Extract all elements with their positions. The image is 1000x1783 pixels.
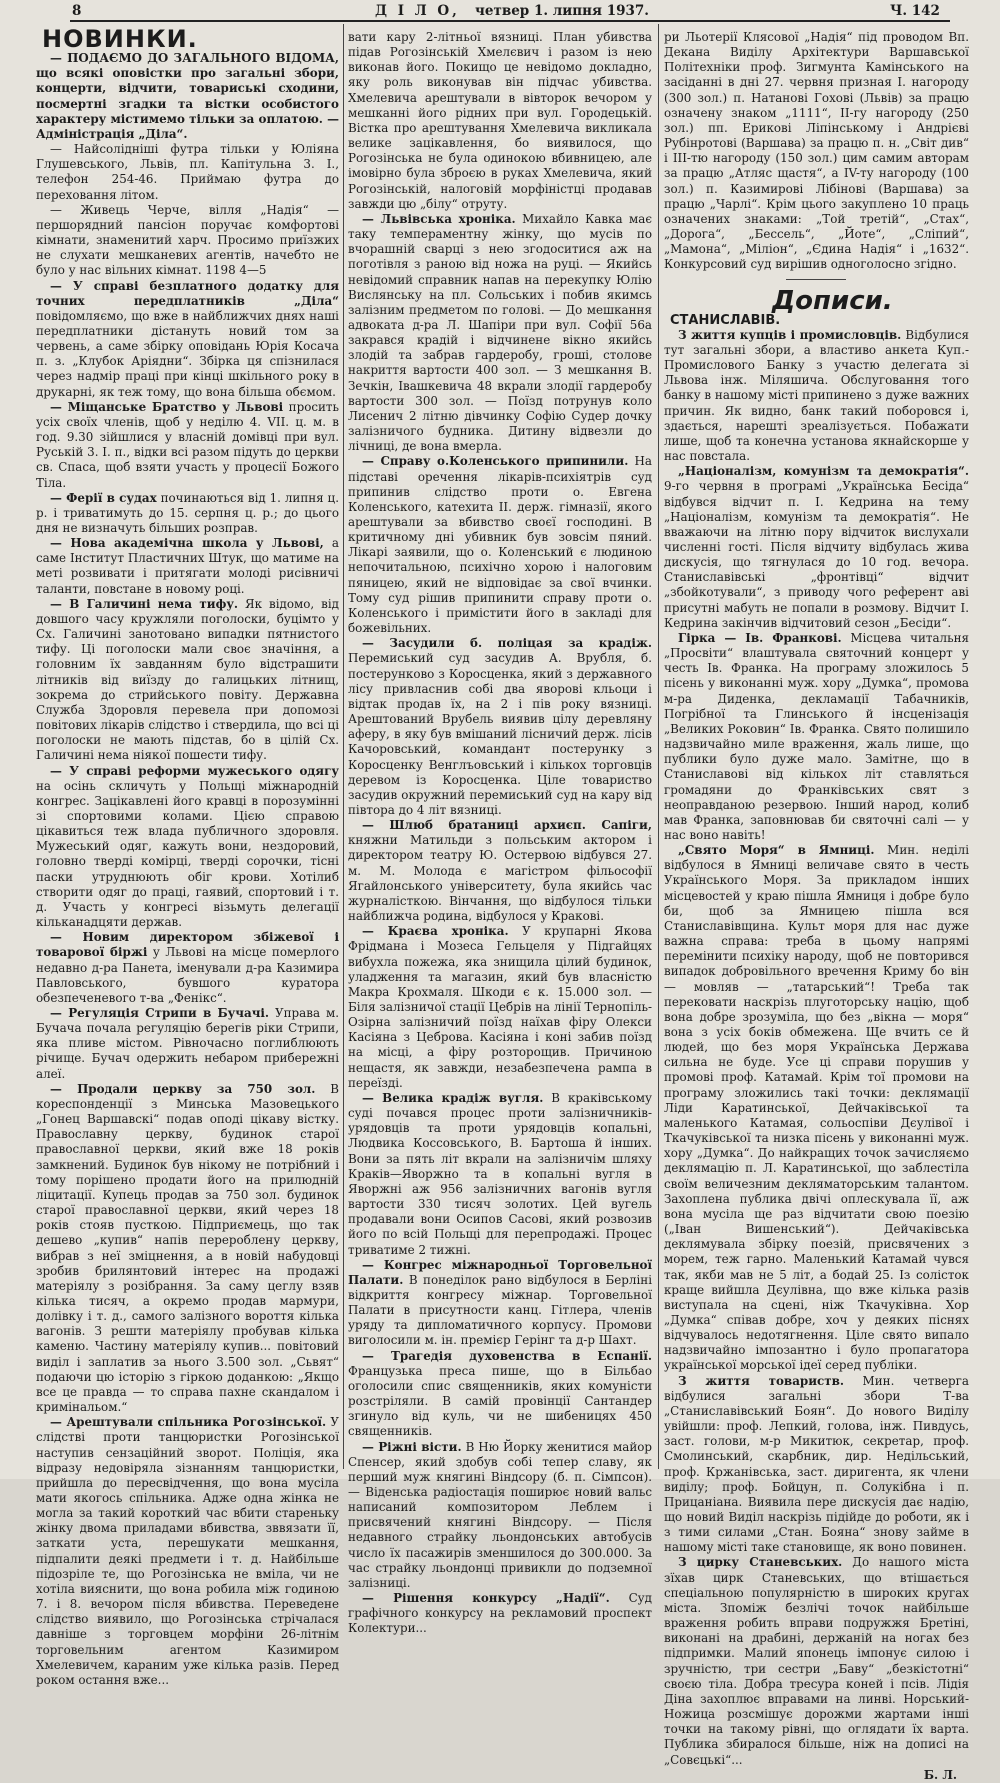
article-headline: — Конгрес міжнародньої Торговельної Палати. — [348, 1257, 652, 1287]
article-headline: — Засудили б. поліцая за крадіж. — [362, 636, 652, 651]
article-regional — [348, 924, 652, 1091]
article-text: — Живець Черче, вілля „Надія“ — першорядний пансіон поручає комфортові кімнати, знаменитий харч. Просимо приїзжих не слухати мешканевих агентів, начебто не було у нас вільних кімнат. 1198 4—5 — [36, 202, 339, 278]
article-headline: — Міщанське Братство у Львові — [50, 399, 284, 414]
article-headline: — Новим директором збіжевої і товарової біржі — [36, 930, 339, 960]
article-cherche — [36, 203, 339, 279]
author-signature: Б. Л. — [923, 1767, 957, 1782]
issue-number: Ч. 142 — [890, 3, 940, 19]
article-text: Французька преса пише, що в Більбао оголосили спис священників, яких комуністи розстріляли. В самій провінції Сантандер згинуло від куль, чи не шибеницях 450 священників. — [348, 1363, 652, 1439]
article-notice: — ПОДАЄМО ДО ЗАГАЛЬНОГО ВІДОМА, що всякі оповістки про загальні збори, концерти, відчити, товариські сходини, посмертні згадки та вістки особистого характеру містимемо тільки за оплатою. — Адміністрація „Діла“. — [36, 51, 339, 141]
article-text: Мин. четверга відбулися загальні збори Т-ва „Станиславівський Боян“. До нового Виділу увійшли: проф. Лепкий, голова, інж. Пивдусь, заст. голови, м-р Микитюк, секретар, проф. Смолинський, скарбник, дир. Недільський, проф. Кржанівська, заст. диригента, як члени виділу; проф. Бойцун, п. Солукібна і п. Прицаніана. Виявила пере дискусія дає надію, що новий Виділ наскрізь підійде до роботи, як і з тими силами „Стан. Бояна“ знову займе в нашому місті таке становище, як воно повинен. — [664, 1373, 969, 1555]
article-text: Управа м. Бучача почала регуляцію берегів ріки Стрипи, яка пливе містом. Рівночасно поглиблюють річище. Бучач одержить небаром прибережні алеї. — [36, 1006, 340, 1081]
article-nationalism — [664, 464, 969, 631]
article-headline: — Краєва хроніка. — [362, 924, 509, 939]
article-misc — [348, 1440, 652, 1592]
article-sapiha — [348, 818, 652, 924]
article-text: На підставі оречення лікарів-психіятрів суд припинив слідство проти о. Евгена Коленського, катехита ІІ. держ. гімназії, якого арештували за вбивство своєї господині. В критичному дні убивник був зовсім пяний. Лікарі заявили, що о. Коленський є людиною непочитальною, психічно хорою і налоговим пяницею, який не відповідає за свої вчинки. Тому суд рішив припинити справу проти о. Коленського і примістити його в закладі для божевільних. — [348, 454, 653, 636]
article-arrest — [36, 1415, 339, 1688]
article-free-supplement — [36, 279, 339, 400]
section-heading: Дописи. — [772, 285, 893, 316]
article-text: а саме Інститут Пластичних Штук, що матиме на меті розвивати і притягати молоді рисівничі таланти, повстане в новому році. — [36, 536, 340, 596]
article-headline: — Шлюб братаниці архиєп. Сапіги, — [362, 818, 652, 833]
article-headline: — Ріжні вісти. — [362, 1439, 462, 1454]
article-headline: З цирку Станевських. — [678, 1555, 843, 1570]
article-text: В краківському суді почався процес проти залізничників-урядовців та проти урядовців копальні, Людвика Коссовського, В. Бартоша й інших. Вони за пять літ вкрали на залізничім шляху Краків—Яворжно та в копальні вугля в Яворжні аж 956 залізничних вагонів вугля вартости 330 тисяч золотих. Цей вугель продавали вони Осипов Сасові, який розвозив його по всій Польщі для перепродажі. Процес триватиме 2 тижні. — [348, 1090, 652, 1257]
article-strypa — [36, 1006, 339, 1082]
article-continuation: вати кару 2-літньої вязниці. План убивства підав Рогозінській Хмелєвич і разом із нею виконав його. Покищо це невідомо докладно, яку роль виконував він підчас убивства. Хмелевича арештували в вівторок вечором у мешканні його рідних при вул. Городецькій. Вістка про арештування Хмелевича викликала велике зацікавлення, бо виявилося, що Рогозінська не була одинокою вбивницею, але імовірно була зброєю в руках Хмелевича, який Рогозінській, налоговій морфіністці продавав завжди цю „білу“ отруту. — [348, 30, 652, 211]
column-rule — [658, 24, 659, 1469]
article-headline: — Продали церкву за 750 зол. — [50, 1081, 316, 1096]
article-headline: З життя товариств. — [678, 1373, 845, 1388]
article-headline: — Ферії в судах — [50, 490, 157, 505]
article-church — [36, 1082, 339, 1415]
article-headline: — У справі безплатного додатку для точних передплатників „Діла“ — [36, 278, 339, 308]
article-headline: З життя купців і промисловців. — [678, 327, 902, 342]
article-text: У крупарні Якова Фрідмана і Мозеса Гельцеля у Підгайцях вибухла пожежа, яка знищила цілий будинок, уладження та магазин, який був власністю Макра Крохмаля. Шкоди є к. 15.000 зол. — Біля залізничої стації Цебрів на лінії Тернопіль-Озірна залізничий поїзд наїхав фіру Олекси Касіяна з Цеброва. Касіяна і коні забив поїзд на місці, а фіру розторощив. Причиною нещастя, як завжди, незабезпечена рампа в переїзді. — [348, 924, 652, 1090]
article-continuation: ри Льотерії Клясової „Надія“ під проводом Вп. Декана Виділу Архітектури Варшавської Політехніки проф. Зигмунта Камінського на засіданні в дні 27. червня призная І. нагороду (300 зол.) п. Натанові Гохові (Львів) за працю означену знаком „1111“, ІІ-гу нагороду (250 зол.) пп. Ерикові Ліпінському і Андрієві Рубінротові (Варшава) за працю п. н. „Світ див“ і ІІІ-тю нагороду (150 зол.) цим самим авторам за працю „Атляс щастя“, а IV-ту нагороду (100 зол.) п. Казимирові Лібінові (Варшава) за працю „Чарлі“. Крім цього закуплено 10 праць означених знаками: „Той третій“, „Стах“, „Дорога“, „Бессель“, „Йоте“, „Сліпий“, „Мамона“, „Міліон“, „Єдина Надія“ і „1632“. Конкурсовий суд вирішив одноголосно згідно. — [664, 30, 969, 272]
article-nadia — [348, 1591, 652, 1636]
article-headline: — Нова академічна школа у Львові, — [50, 536, 324, 551]
article-director — [36, 930, 339, 1006]
article-circus — [664, 1555, 969, 1767]
article-headline: — Львівська хроніка. — [362, 211, 516, 226]
section-heading: НОВИНКИ. — [42, 25, 198, 53]
article-headline: — Справу о.Коленського припинили. — [362, 454, 629, 469]
article-text: У слідстві проти танцюристки Рогозінської наступив сензаційний зворот. Поліція, яка відразу недовіряла зізнанням танцюристки, прийшла до пересвідчення, що вона мусіла мати якогось спільника. Адже одна жінка не могла за такий короткий час вбити стареньку жінку двома приладами вбивства, зввязати її, заткати уста, перешукати мешкання, підпалити деякі предмети і т. д. Найбільше підозріле те, що Рогозінська не вміла, чи не хотіла вияснити, що вона робила між годиною 7. і 8. вечором після вбивства. Переведене слідство виявило, що Рогозінська стрічалася давніше з торговцем морфіни 26-літнім торговельним агентом Казимиром Хмелевичем, караним уже кілька разів. Перед роком остання вже... — [36, 1415, 340, 1687]
article-headline: — Велика крадіж вугля. — [362, 1090, 544, 1105]
article-typhus — [36, 597, 339, 764]
article-text: Перемиський суд засудив А. Врубля, б. постерунково з Коросценка, який з державного лісу привласнив собі два яворові кльоци і відтак продав їх, на 2 і пів року вязниці. Арештований Врубель виявив цілу деревляну аферу, в яку був вмішаний лісничий держ. лісів Качоровський, командант постерунку з Коросценку Венглъовський і кількох торговців деревом із Коросценка. Ціле товариство засудив окружний перемиський суд на кару від півтора до 4 літ вязниці. — [348, 651, 652, 817]
article-text: просить усіх своїх членів, щоб у неділю 4. VII. ц. м. в год. 9.30 зійшлися у власній домівці при вул. Руській 3. І. п., відки всі разом підуть до церкви св. Спаса, щоб взяти участь у процесії Божого Тіла. — [36, 399, 339, 490]
article-franko — [664, 631, 969, 843]
article-societies — [664, 1374, 969, 1556]
article-headline: Гірка — Ів. Франкові. — [678, 630, 842, 645]
article-text: Місцева читальня „Просвіти“ влаштувала святочний концерт у честь Ів. Франка. На програму зложилось 5 пісень у виконанні муж. хору „Думка“, промова м-ра Диденка, декламації Табачників, Погрібної та Глинського й інсценізація „Великих Роковин“ Ів. Франка. Свято полишило надзвичайно миле враження, жаль лише, що публики було дуже мало. Замітне, що в Станиславові від кількох літ ставляться громадяни до Франківських свят з неоправданою резервою. Інший народ, колиб мав Франка, заповнював би святочні салі — у нас воно навіть! — [664, 630, 969, 842]
article-furs — [36, 142, 339, 203]
article-menswear — [36, 764, 339, 931]
issue-date: четвер 1. липня 1937. — [475, 3, 649, 19]
article-text: 9-го червня в програмі „Українська Бесіда“ відбувся відчит п. І. Кедрина на тему „Націоналізм, комунізм та демократія“. Не вважаючи на літню пору відчиток вислухали численні гості. Після відчиту відбулась жива дискусія, що тягнулася до 10 год. вечора. Станиславівські „фронтівці“ відчит „збойкотували“, з приводу чого референт аві присутні мабуть не попали в розмову. Відчит І. Кедрина закінчив відчитовий сезон „Бесіди“. — [664, 479, 969, 630]
article-kolensky — [348, 454, 652, 636]
column-1 — [36, 25, 340, 1687]
article-school — [36, 536, 339, 597]
article-brotherhood — [36, 400, 339, 491]
article-text: у Львові на місце померлого недавно д-ра Панета, іменували д-ра Казимира Павловського, бувшого куратора обезпеченевого т-ва „Фенікс“. — [36, 945, 339, 1005]
article-text: Відбулися тут загальні збори, а властиво анкета Куп.-Промислового Банку з участю делегата зі Львова інж. Міляшича. Обслуговання того банку в нашому місті припинено з дуже важних причин. Як видно, банк такий поборовся і, здається, нарешті зреалізується. Побажати лише, щоб та конечна установа якнайскорше у нас повстала. — [664, 327, 969, 464]
article-headline: — Рішення конкурсу „Надії“. — [362, 1591, 610, 1606]
article-text: починаються від 1. липня ц. р. і триватимуть до 15. серпня ц. р.; до цього дня не визначуть більших розправ. — [36, 490, 339, 535]
article-coal — [348, 1091, 652, 1258]
article-theft — [348, 636, 652, 818]
article-headline: „Націоналізм, комунізм та демократія“. — [678, 464, 969, 479]
article-text: Як відомо, від довшого часу кружляли поголоски, буцімто у Сх. Галичині занотовано випадки пятнистого тифу. Ці поголоски мали своє значіння, а головним їх завданням було відстрашити літників від виїзду до галицьких літнищ, зокрема до стрийського повіту. Державна Служба Здоровля перевела при допомозі повітових лікарів слідство і ствердила, що всі ці поголоски не мають підстав, бо в цілій Сх. Галичині нема ніякої пошести тифу. — [36, 596, 339, 763]
dateline: СТАНИСЛАВІВ. — [670, 312, 781, 328]
page-header — [70, 2, 950, 22]
article-lviv — [348, 212, 652, 455]
page-number: 8 — [72, 3, 82, 19]
article-text: княжни Матильди з польським актором і директором театру Ю. Остервою відбувся 27. м. М. Молода є магістром фільософії Ягайлонського університету, була якийсь час журналісткою. Вінчання, що відбулося тільки найближча родина, відбулося у Кракові. — [348, 833, 652, 924]
article-text: Суд графічного конкурсу на рекламовий проспект Колектури... — [348, 1591, 652, 1636]
article-merchants — [664, 328, 969, 464]
article-courts — [36, 491, 339, 536]
column-rule — [343, 24, 344, 1469]
article-headline: — Регуляція Стрипи в Бучачі. — [50, 1006, 270, 1020]
article-headline: — В Галичині нема тифу. — [50, 596, 239, 611]
article-text: В Ню Йорку женитися майор Спенсер, який здобув собі тепер славу, як перший муж княгині Віндсору (б. п. Сімпсон). — Віденська радіостація поширює новий вальс написаний композитором Леблем і присвячений княгині Віндсору. — Після недавного страйку льондонських автобусів число їх пасажирів зменшилося до 300.000. За час страйку льондонці привикли до подземної залізниці. — [348, 1439, 653, 1590]
article-text: на осінь скличуть у Польщі міжнародній конгрес. Зацікавлені його кравці в порозумінні зі спортовими колами. Цією справою цікавиться теж влада публичного здоровля. Мужеський одяг, кажуть вони, нездоровий, головно тверді комірці, тверді сорочки, тісні паски утруднюють обіг крови. Хотілиб створити одяг до праці, гаявий, спортовий і т. д. Участь у конгресі візьмуть делегації кільканадцяти держав. — [36, 778, 339, 930]
column-3 — [664, 30, 970, 1782]
article-headline: — Арештували спільника Рогозінської. — [50, 1415, 327, 1430]
article-text: — Найсолідніші футра тільки у Юліяна Глушевського, Львів, пл. Капітульна 3. І., телефон 254-46. Приймаю футра до переховання літом. — [36, 142, 339, 202]
article-headline: — Трагедія духовенства в Еспанії. — [362, 1348, 652, 1363]
article-sea-festival — [664, 843, 969, 1373]
article-text: Мин. неділі відбулося в Ямниці величаве свято в честь Українського Моря. За прикладом інших місцевостей у краю пішла Ямниця і добре було би, щоб за Ямницею пішла вся Станиславівщина. Культ моря для нас дуже важна справа: треба в цьому напрямі перемінити психіку народу, щоб не повторився випадок добровільного вречення Криму бо він — мовляв — „татарський“! Треба так перековати наскрізь плуготорську націю, щоб вона добре зрозуміла, що без „вікна — моря“ вона з усіх боків обмежена. Ще вчить се й людей, що без моря Українська Держава сильна не буде. Усе ці справи порушив у промові проф. Катамай. Крім тої промови на програму зложились такі точки: деклямації Ліди Каратинської, Дейчаківської та маленького Катамая, сольоспіви Дєулівої і Ткачуківської та низка пісень у виконанні муж. хору „Думка“. До найкращих точок зачисляємо деклямацію п. Л. Каратинської, що заблестіла своїм величезним декляматорським талантом. Захоплена публика двічі оплескувала її, аж вона мусіла ще раз відчитати свою поезію („Іван Вишенський“). Дейчаківська деклямувала збірку поезій, присвячених з морем, теж гарно. Маленький Катамай чувся так, якби мав не 5 літ, а бодай 25. Із солісток краще вийшла Дєулівна, що вже кілька разів виступала на сцені, ніж Ткачуківна. Хор „Думка“ співав добре, хоч у деяких піснях відчувалось недотягнення. Ціле свято випало надзвичайно імпозантно і було пропагатора української морської ідеї серед публіки. — [664, 843, 970, 1373]
article-text: До нашого міста зїхав цирк Станевських, що втішається спеціальною популярністю в широких кругах міста. Зпоміж безлічі точок найбільше враження робить вправи подружжя Бретіні, виконані на драбині, держаній на ногах без підпримки. Малий японець імпонує силою і зручністю, три сестри „Баву“ „безкістотні“ своєю тіла. Добра тресура коней і псів. Лідія Діна захоплює вправами на линві. Норський-Ножица розсмішує дорожми жартами інші точки на такому рівні, що оглядати їх варта. Публика збиралося більше, ніж на дописі на „Совєцькі“... — [664, 1555, 969, 1767]
column-2 — [348, 30, 653, 1636]
article-text: Михайло Кавка має таку темпераментну жінку, що мусів по вчорашній сварці з нею згодоситися аж на поготівля з раною від ножа на руці. — Якийсь невідомий справник напав на перекупку Юлію Вислянську на пл. Сольських і побив якимсь залізним предметом по голові. — До мешкання адвоката д-ра Л. Шапіри при вул. Софії 56а закрався крадій і відчинене вікно якийсь злодій та забрав гардеробу, гроші, столове накриття вартости 400 зол. — З мешкання В. Зечкін, Івашкевича 48 вкрали злодії гардеробу вартости 300 зол. — Поїзд потрунув коло Лисенич 2 літню дівчинку Софію Судер дочку залізничого будника. Дитину відвезли до лічниці, де вона вмерла. — [348, 211, 652, 454]
newspaper-title: Д І Л О, — [375, 3, 460, 19]
article-spain — [348, 1349, 652, 1440]
article-headline: — У справі реформи мужеського одягу — [50, 763, 339, 778]
article-text: В понеділок рано відбулося в Берліні відкриття конгресу міжнар. Торговельної Палати в присутности канц. Гітлера, членів уряду та дипломатичного корпусу. Промови виголосили м. ін. премієр Герінг та д-р Шахт. — [348, 1272, 652, 1348]
article-headline: „Свято Моря“ в Ямниці. — [678, 843, 875, 858]
article-text: повідомляємо, що вже в найближчих днях наші передплатники дістануть новий том за червень, а саме збірку оповідань Юрія Косача п. з. „Клубок Аріядни“. Збірка ця спізнилася через надмір праці при кінці шкільного року в друкарні, як теж тому, що вона більша обємом. — [36, 308, 339, 399]
article-text: В кореспонденції з Минська Мазовецького „Гонец Варшавскі“ подав оподі цікаву вістку. Православну церкву, будинок старої православної церкви, який вже 18 років замкнений. Будинок був нікому не потрібний і тому порішено продати його на прилюдній ліцитації. Купець продав за 750 зол. будинок старої православної церкви, який через 18 років стояв пусткою. Підприємець, що так дешево „купив“ напів перероблену церкву, вибрав з неї зміцнення, а в новій набудовці зробив брилянтовий інтерес на продажі матеріялу з розібрання. За саму цеглу взяв кілька тисяч, а окремо продав мармури, долівку і т. д., самого залізного вороття кілька вагонів. З решти матеріялу пробував кілька каменю. Частину матеріялу купив... повітовий виділ і заплатив за нього 3.500 зол. „Сьвят“ подаючи цю історію з гіркою доданкою: „Якщо все це правда — то справа пахне скандалом і кримінальом.“ — [36, 1081, 339, 1415]
article-congress — [348, 1258, 652, 1349]
